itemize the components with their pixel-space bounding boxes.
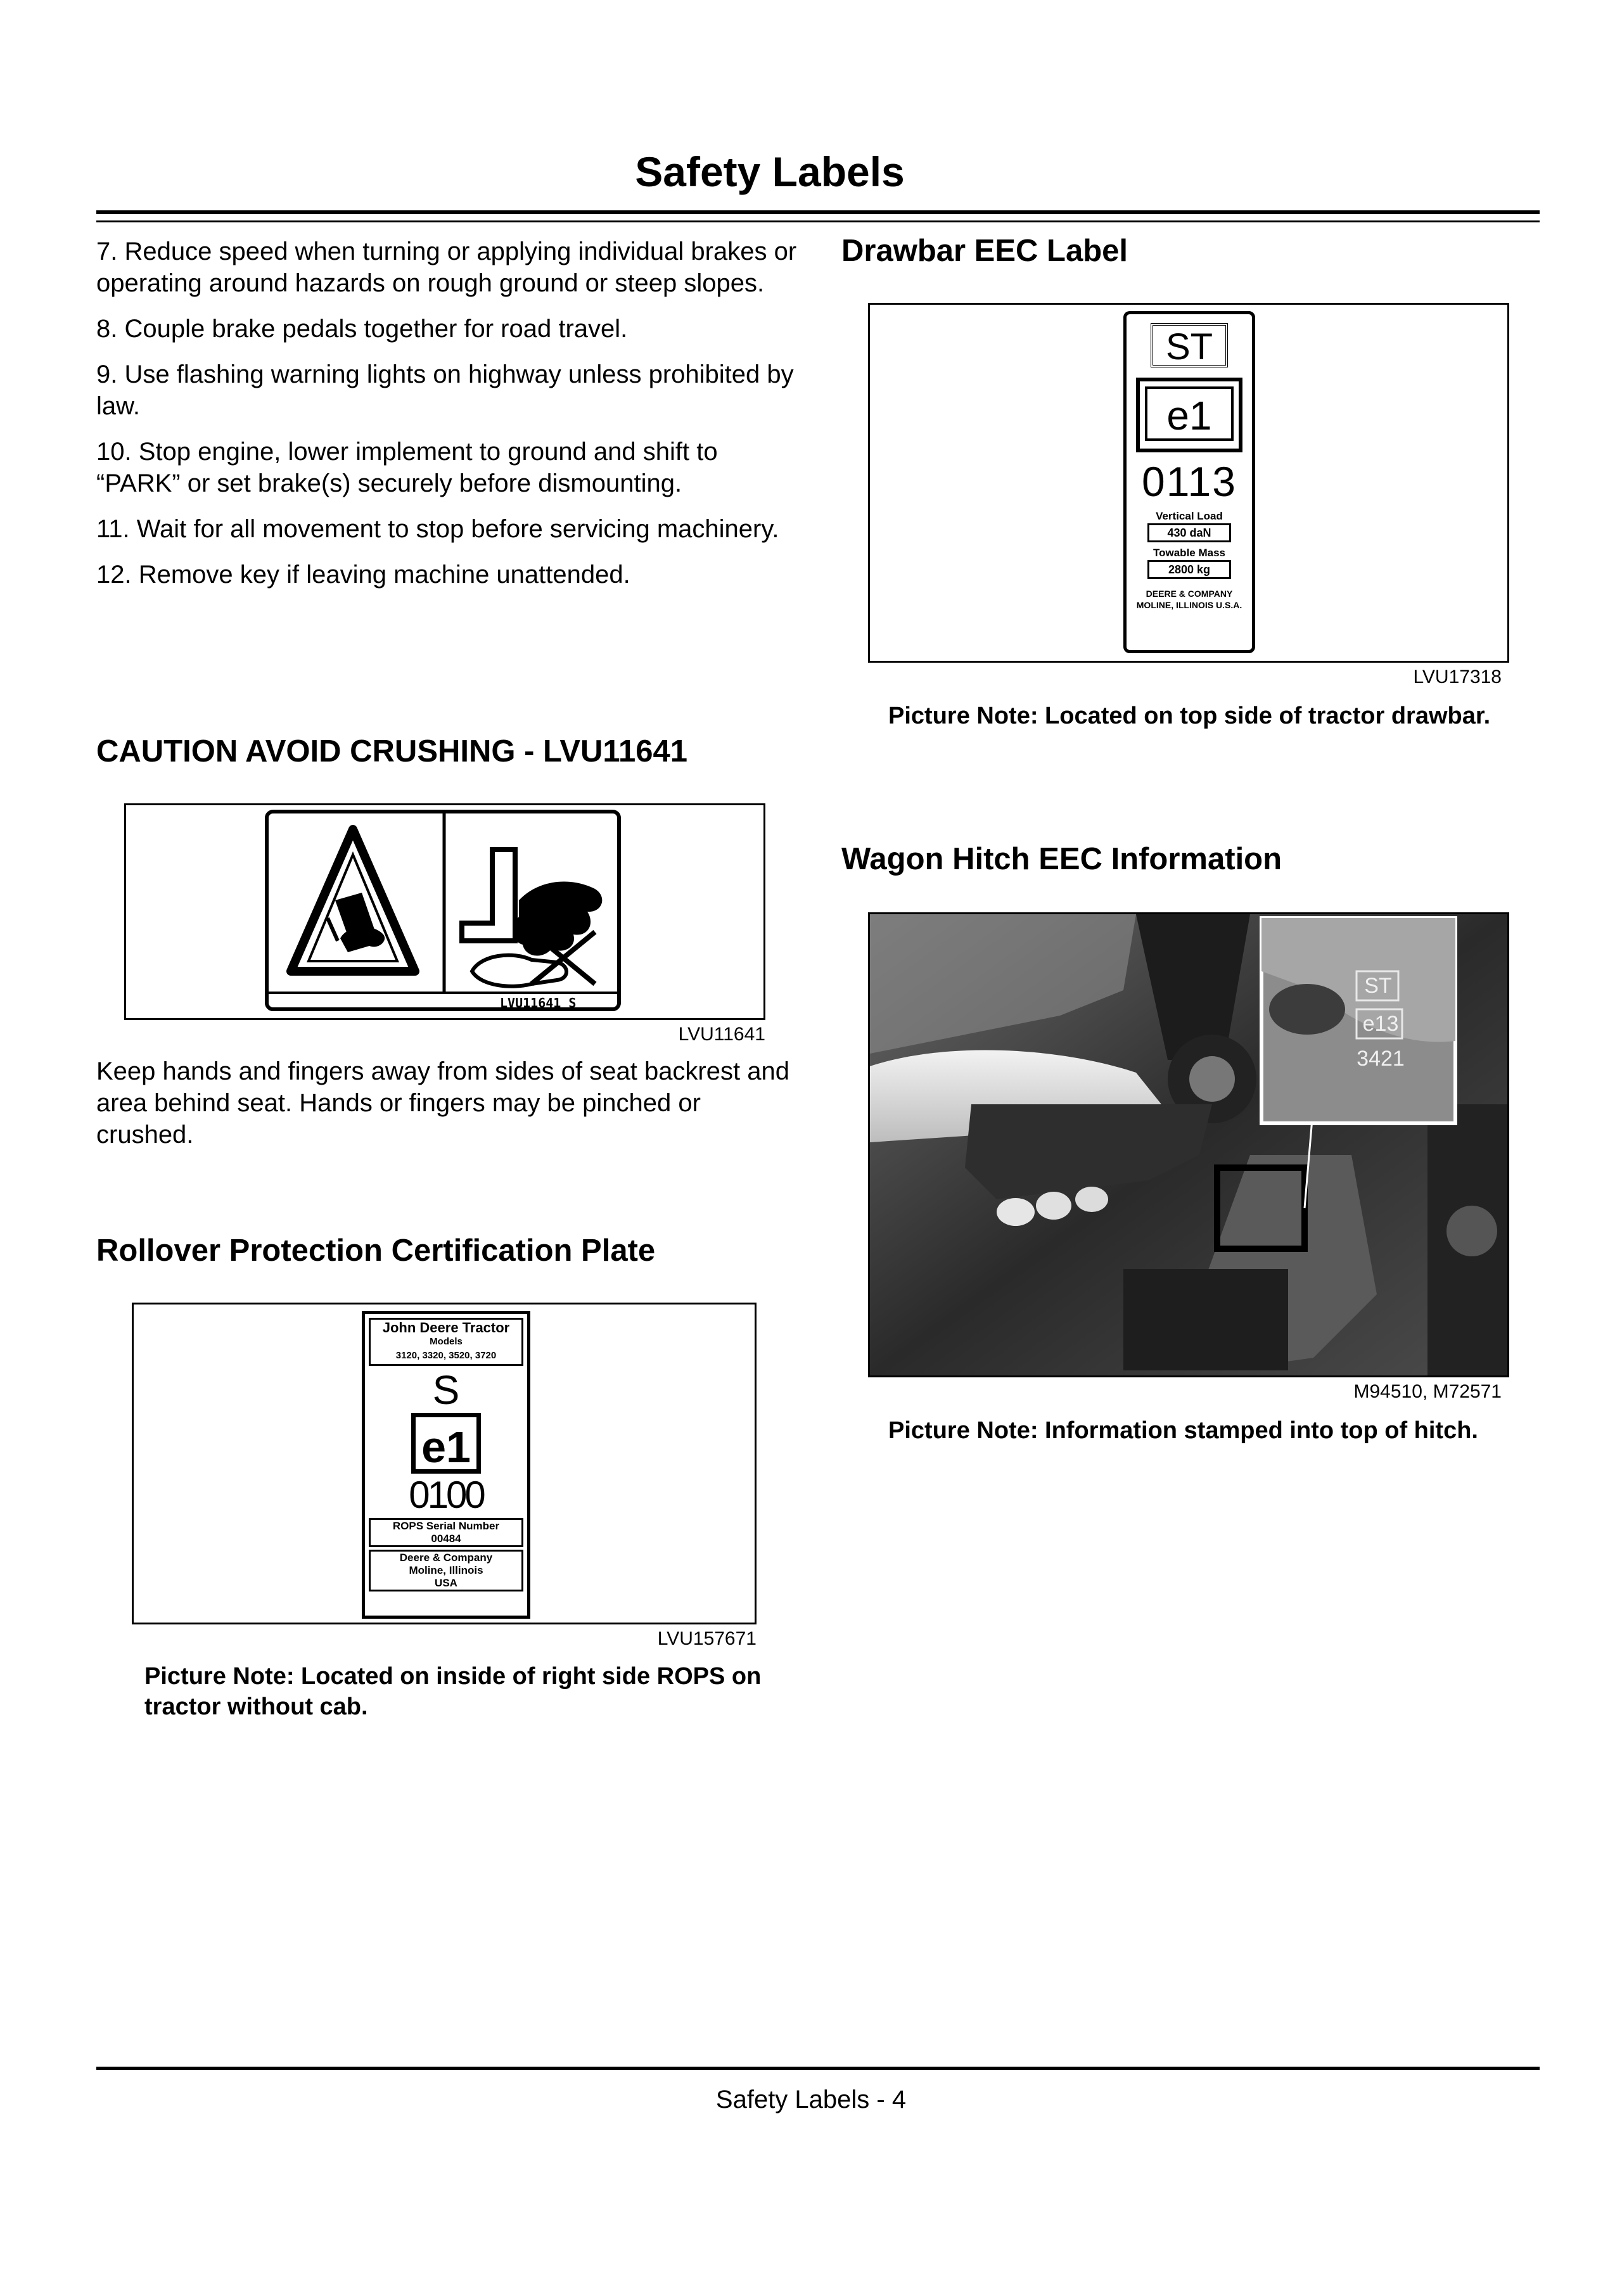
label-number: 0113 [1142, 458, 1237, 505]
warning-triangle-icon [291, 829, 415, 971]
rops-picture-note: Picture Note: Located on inside of right side ROPS on tractor without cab. [144, 1663, 762, 1720]
footer-rule [96, 2067, 1540, 2070]
figure-caption: LVU17318 [1413, 666, 1502, 687]
drawbar-label [1123, 311, 1255, 653]
towable-mass-label: Towable Mass [1153, 547, 1225, 559]
safety-list [96, 236, 798, 604]
plate-company: Deere & Company [399, 1552, 493, 1564]
wagon-picture-note: Picture Note: Information stamped into top of hitch. [888, 1417, 1478, 1444]
caution-label-image [124, 803, 765, 1020]
plate-country: USA [435, 1577, 457, 1589]
figure-caption: LVU11641 [678, 1024, 765, 1045]
drawbar-label-image [868, 303, 1509, 663]
page-title: Safety Labels [635, 148, 905, 195]
stamp-class: ST [1364, 974, 1392, 998]
plate-models-label: Models [430, 1336, 463, 1347]
plate-models: 3120, 3320, 3520, 3720 [395, 1350, 497, 1361]
plate-city: Moline, Illinois [409, 1564, 483, 1576]
label-code: LVU11641 S [500, 995, 577, 1011]
wagon-hitch-photo [868, 912, 1509, 1377]
caution-heading: CAUTION AVOID CRUSHING - LVU11641 [96, 734, 687, 769]
drawbar-picture-note: Picture Note: Located on top side of tractor drawbar. [888, 703, 1491, 729]
plate-serial-value: 00484 [431, 1533, 461, 1545]
header-rule [96, 210, 1540, 214]
list-item: 9. Use flashing warning lights on highway unless prohibited by law. [96, 360, 794, 420]
plate-serial-label: ROPS Serial Number [392, 1520, 500, 1532]
stamp-mark: e13 [1362, 1012, 1399, 1036]
list-item: 7. Reduce speed when turning or applying individual brakes or operating around hazards on rough ground or steep slopes. [96, 238, 797, 297]
list-item: 12. Remove key if leaving machine unattended. [96, 561, 630, 589]
label-company: DEERE & COMPANY [1146, 589, 1233, 599]
vertical-load-value: 430 daN [1147, 523, 1231, 542]
rops-heading: Rollover Protection Certification Plate [96, 1234, 656, 1268]
figure-caption: LVU157671 [657, 1628, 757, 1649]
list-item: 11. Wait for all movement to stop before servicing machinery. [96, 515, 779, 543]
wagon-heading: Wagon Hitch EEC Information [841, 842, 1282, 876]
plate-mark: e1 [411, 1413, 481, 1474]
plate-maker: John Deere Tractor [382, 1320, 510, 1336]
figure-caption: M94510, M72571 [1353, 1381, 1502, 1402]
page-footer: Safety Labels - 4 [715, 2086, 907, 2114]
hand-pinch-icon [462, 850, 602, 986]
rops-plate-image [132, 1303, 757, 1624]
plate-class: S [432, 1367, 460, 1413]
label-mark: e1 [1145, 386, 1234, 441]
caution-description: Keep hands and fingers away from sides of seat backrest and area behind seat. Hands or fingers may be pinched or crushed. [96, 1057, 789, 1149]
plate-number: 0100 [409, 1474, 483, 1516]
stamp-number: 3421 [1357, 1047, 1405, 1071]
vertical-load-label: Vertical Load [1156, 510, 1223, 522]
label-city: MOLINE, ILLINOIS U.S.A. [1136, 600, 1242, 610]
towable-mass-value: 2800 kg [1147, 560, 1231, 579]
list-item: 8. Couple brake pedals together for road travel. [96, 315, 628, 343]
label-class: ST [1151, 323, 1228, 367]
header-rule-thin [96, 220, 1540, 222]
list-item: 10. Stop engine, lower implement to ground and shift to “PARK” or set brake(s) securely before dismounting. [96, 438, 718, 497]
drawbar-heading: Drawbar EEC Label [841, 234, 1128, 268]
rops-plate [362, 1311, 530, 1619]
